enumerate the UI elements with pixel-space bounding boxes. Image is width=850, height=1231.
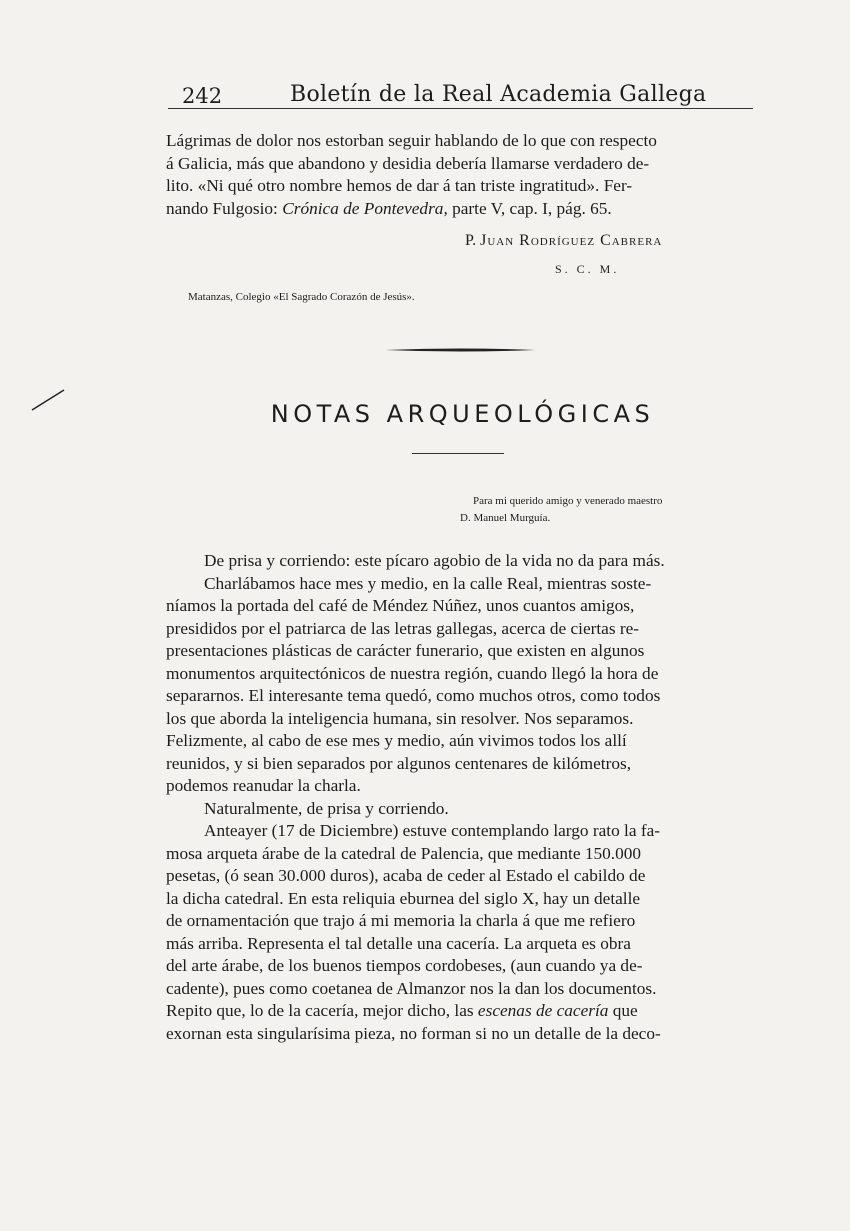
- text-line: más arriba. Representa el tal detalle una cacería. La arqueta es obra: [166, 933, 631, 953]
- text-line: exornan esta singularísima pieza, no forman si no un detalle de la deco-: [166, 1023, 661, 1043]
- text-line: lito. «Ni qué otro nombre hemos de dar á tan triste ingratitud». Fer-: [166, 176, 633, 195]
- text-line: níamos la portada del café de Méndez Núñez, unos cuantos amigos,: [166, 596, 635, 615]
- text-line: Felizmente, al cabo de ese mes y medio, aún vivimos todos los allí: [166, 731, 627, 750]
- citation-title: Crónica de Pontevedra,: [282, 198, 448, 218]
- text-line: presididos por el patriarca de las letras gallegas, acerca de ciertas re-: [166, 618, 640, 638]
- text-line: separarnos. El interesante tema quedó, como muchos otros, como todos: [166, 686, 661, 705]
- dedication-line: Para mi querido amigo y venerado maestro: [473, 495, 663, 507]
- text-line: del arte árabe, de los buenos tiempos cordobeses, (aun cuando ya de-: [166, 956, 643, 975]
- text-run: Repito que, lo de la cacería, mejor dicho, las: [166, 1001, 478, 1020]
- dedication-line: D. Manuel Murguía.: [460, 512, 551, 524]
- page-number: 242: [182, 84, 223, 108]
- text-run: parte V, cap. I, pág. 65.: [447, 198, 612, 218]
- text-run: nando Fulgosio:: [166, 198, 283, 218]
- paragraph: De prisa y corriendo: este pícaro agobio de la vida no da para más.: [204, 551, 665, 570]
- text-line: monumentos arquitectónicos de nuestra región, cuando llegó la hora de: [166, 663, 659, 683]
- text-line: [166, 198, 758, 221]
- text-line: de ornamentación que trajo á mi memoria la charla á que me refiero: [166, 911, 636, 930]
- text-line: presentaciones plásticas de carácter funerario, que existen en algunos: [166, 641, 645, 660]
- text-line: los que aborda la inteligencia humana, sin resolver. Nos separamos.: [166, 708, 634, 728]
- text-line: reunidos, y si bien separados por algunos centenares de kilómetros,: [166, 753, 632, 773]
- text-line: podemos reanudar la charla.: [166, 776, 361, 795]
- text-line: mosa arqueta árabe de la catedral de Palencia, que mediante 150.000: [166, 843, 642, 863]
- text-run: que: [608, 1001, 638, 1020]
- header-rule: [168, 108, 753, 109]
- text-line: pesetas, (ó sean 30.000 duros), acaba de ceder al Estado el cabildo de: [166, 866, 646, 885]
- title-rule: [412, 453, 504, 454]
- religious-order: S. C. M.: [555, 262, 620, 276]
- text-line: [166, 1000, 758, 1023]
- journal-title: Boletín de la Real Academia Gallega: [290, 82, 707, 107]
- previous-article-ending: [166, 130, 758, 220]
- author-signature: [465, 232, 662, 250]
- section-separator: [385, 348, 535, 352]
- text-line: á Galicia, más que abandono y desidia debería llamarse verdadero de-: [166, 153, 650, 173]
- article-title: NOTAS ARQUEOLÓGICAS: [270, 400, 655, 428]
- text-line: Charlábamos hace mes y medio, en la calle Real, mientras soste-: [204, 573, 652, 593]
- signature-prefix: P.: [465, 232, 481, 249]
- stray-pen-mark: [30, 388, 66, 412]
- emphasis: escenas de cacería: [477, 1001, 609, 1020]
- text-line: cadente), pues como coetanea de Almanzor nos la dan los documentos.: [166, 978, 657, 998]
- text-line: Anteayer (17 de Diciembre) estuve contemplando largo rato la fa-: [204, 821, 661, 840]
- paragraph: Naturalmente, de prisa y corriendo.: [204, 798, 449, 818]
- text-line: la dicha catedral. En esta reliquia eburnea del siglo X, hay un detalle: [166, 888, 641, 908]
- article-body: [166, 550, 758, 1045]
- dateline: Matanzas, Colegio «El Sagrado Corazón de Jesús».: [188, 291, 415, 303]
- text-line: Lágrimas de dolor nos estorban seguir hablando de lo que con respecto: [166, 131, 657, 150]
- signature-name: Juan Rodríguez Cabrera: [480, 232, 663, 249]
